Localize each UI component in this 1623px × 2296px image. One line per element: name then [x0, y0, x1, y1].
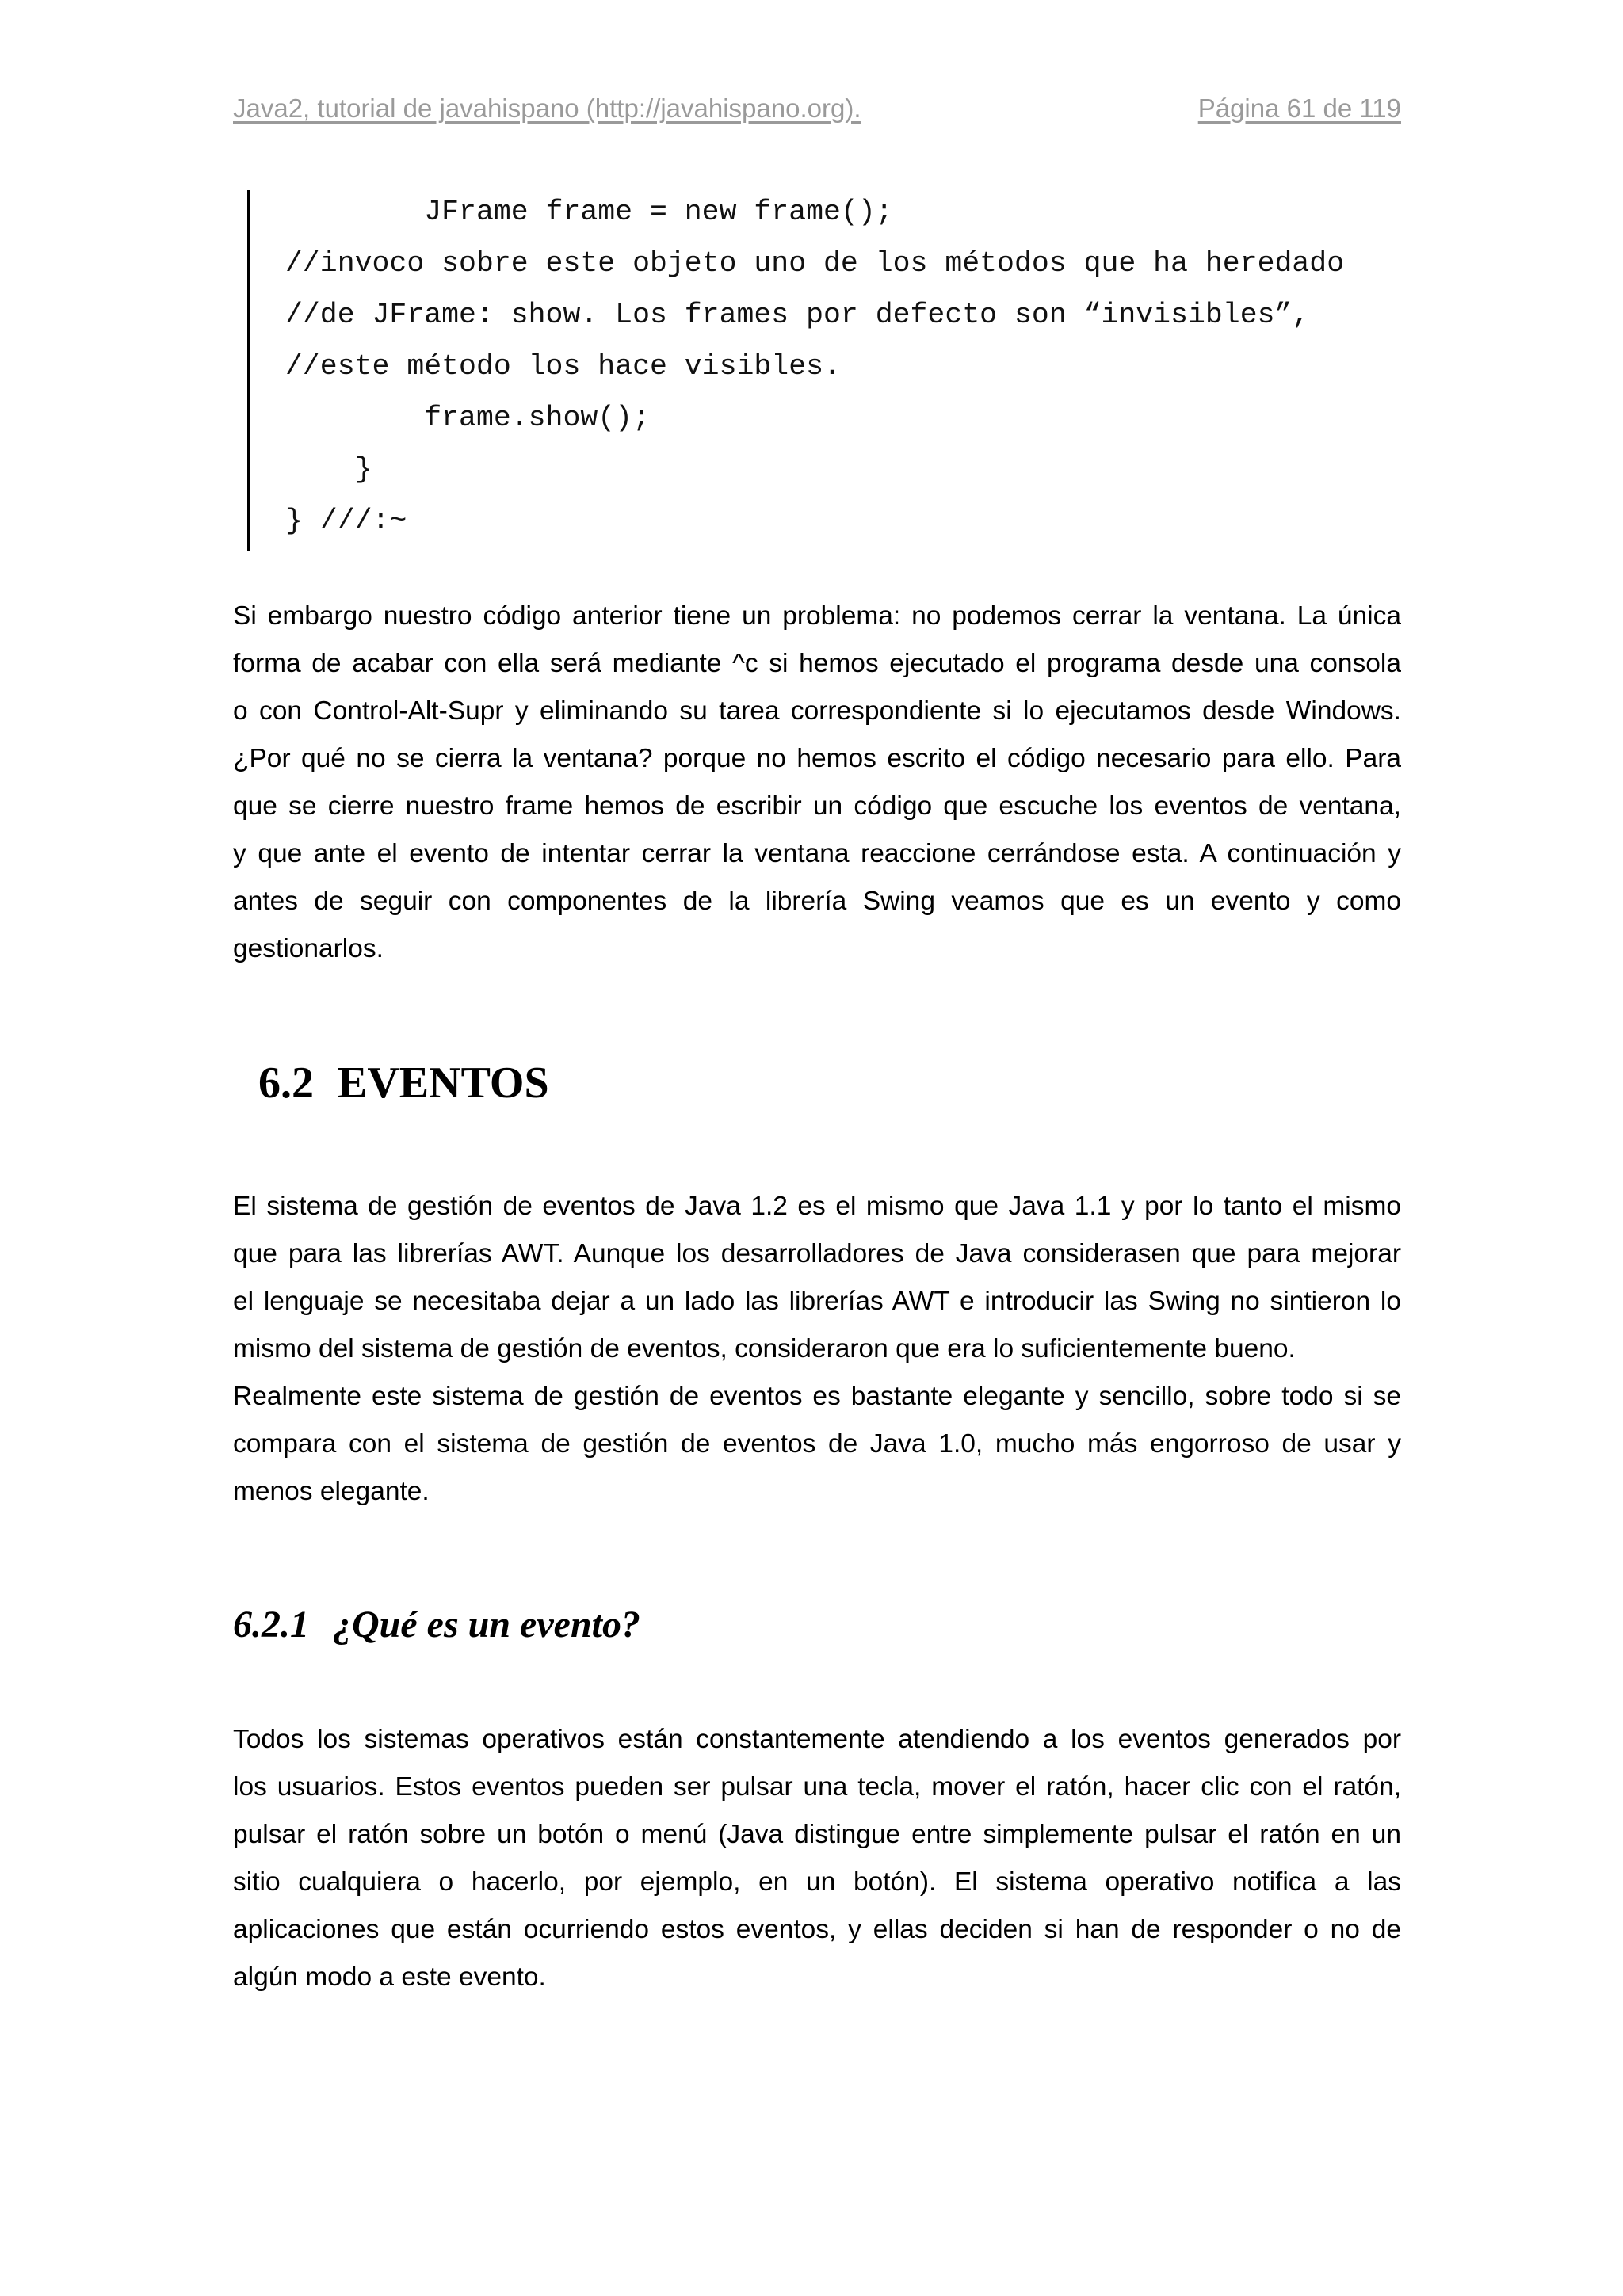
text-line: antes de seguir con componentes de la librería Swing veamos que es un evento y como	[233, 887, 1401, 916]
paragraph-window-close	[233, 593, 1401, 973]
paragraph-what-is-event	[233, 1716, 1401, 2001]
text-line: que para las librerías AWT. Aunque los desarrolladores de Java considerasen que para mejorar	[233, 1239, 1401, 1268]
text-line: compara con el sistema de gestión de eventos de Java 1.0, mucho más engorroso de usar y	[233, 1429, 1401, 1459]
text-line: El sistema de gestión de eventos de Java 1.2 es el mismo que Java 1.1 y por lo tanto el mismo	[233, 1192, 1401, 1221]
subsection-number: 6.2.1	[233, 1604, 309, 1646]
text-line: el lenguaje se necesitaba dejar a un lado las librerías AWT e introducir las Swing no sintieron lo	[233, 1287, 1401, 1316]
code-block	[247, 190, 1423, 551]
section-number: 6.2	[258, 1058, 314, 1108]
text-line: pulsar el ratón sobre un botón o menú (Java distingue entre simplemente pulsar el ratón en un	[233, 1820, 1401, 1849]
code-line: } ///:~	[285, 505, 407, 537]
code-line: //invoco sobre este objeto uno de los métodos que ha heredado	[285, 247, 1345, 280]
subsection-title: ¿Qué es un evento?	[333, 1604, 640, 1646]
text-line: Todos los sistemas operativos están constantemente atendiendo a los eventos generados por	[233, 1725, 1401, 1754]
text-line: o con Control-Alt-Supr y eliminando su tarea correspondiente si lo ejecutamos desde Windows.	[233, 696, 1401, 726]
text-line: gestionarlos.	[233, 934, 384, 963]
paragraph-event-system	[233, 1183, 1401, 1516]
text-line: mismo del sistema de gestión de eventos, consideraron que era lo suficientemente bueno.	[233, 1334, 1296, 1363]
code-line: JFrame frame = new frame();	[285, 196, 893, 228]
text-line: que se cierre nuestro frame hemos de escribir un código que escuche los eventos de ventana,	[233, 791, 1401, 821]
text-line: aplicaciones que están ocurriendo estos eventos, y ellas deciden si han de responder o no de	[233, 1915, 1401, 1944]
text-line: y que ante el evento de intentar cerrar la ventana reaccione cerrándose esta. A continuación y	[233, 839, 1401, 868]
subsection-heading	[233, 1603, 640, 1646]
text-line: Si embargo nuestro código anterior tiene un problema: no podemos cerrar la ventana. La única	[233, 601, 1401, 631]
text-line: menos elegante.	[233, 1477, 430, 1506]
page-header	[233, 93, 1401, 133]
section-title: EVENTOS	[338, 1058, 549, 1108]
page-number: Página 61 de 119	[1197, 93, 1401, 123]
code-line: //este método los hace visibles.	[285, 350, 841, 383]
header-title-link[interactable]: Java2, tutorial de javahispano (http://javahispano.org).	[233, 93, 861, 123]
code-line: }	[285, 453, 372, 486]
code-line: //de JFrame: show. Los frames por defecto son “invisibles”,	[285, 299, 1310, 331]
text-line: sitio cualquiera o hacerlo, por ejemplo, en un botón). El sistema operativo notifica a las	[233, 1867, 1401, 1897]
section-heading	[258, 1058, 549, 1108]
text-line: forma de acabar con ella será mediante ^c si hemos ejecutado el programa desde una consola	[233, 649, 1401, 678]
text-line: Realmente este sistema de gestión de eventos es bastante elegante y sencillo, sobre todo si se	[233, 1382, 1401, 1411]
text-line: los usuarios. Estos eventos pueden ser pulsar una tecla, mover el ratón, hacer clic con el ratón,	[233, 1772, 1401, 1802]
code-line: frame.show();	[285, 402, 650, 434]
text-line: ¿Por qué no se cierra la ventana? porque no hemos escrito el código necesario para ello. Para	[233, 744, 1401, 773]
text-line: algún modo a este evento.	[233, 1962, 546, 1992]
